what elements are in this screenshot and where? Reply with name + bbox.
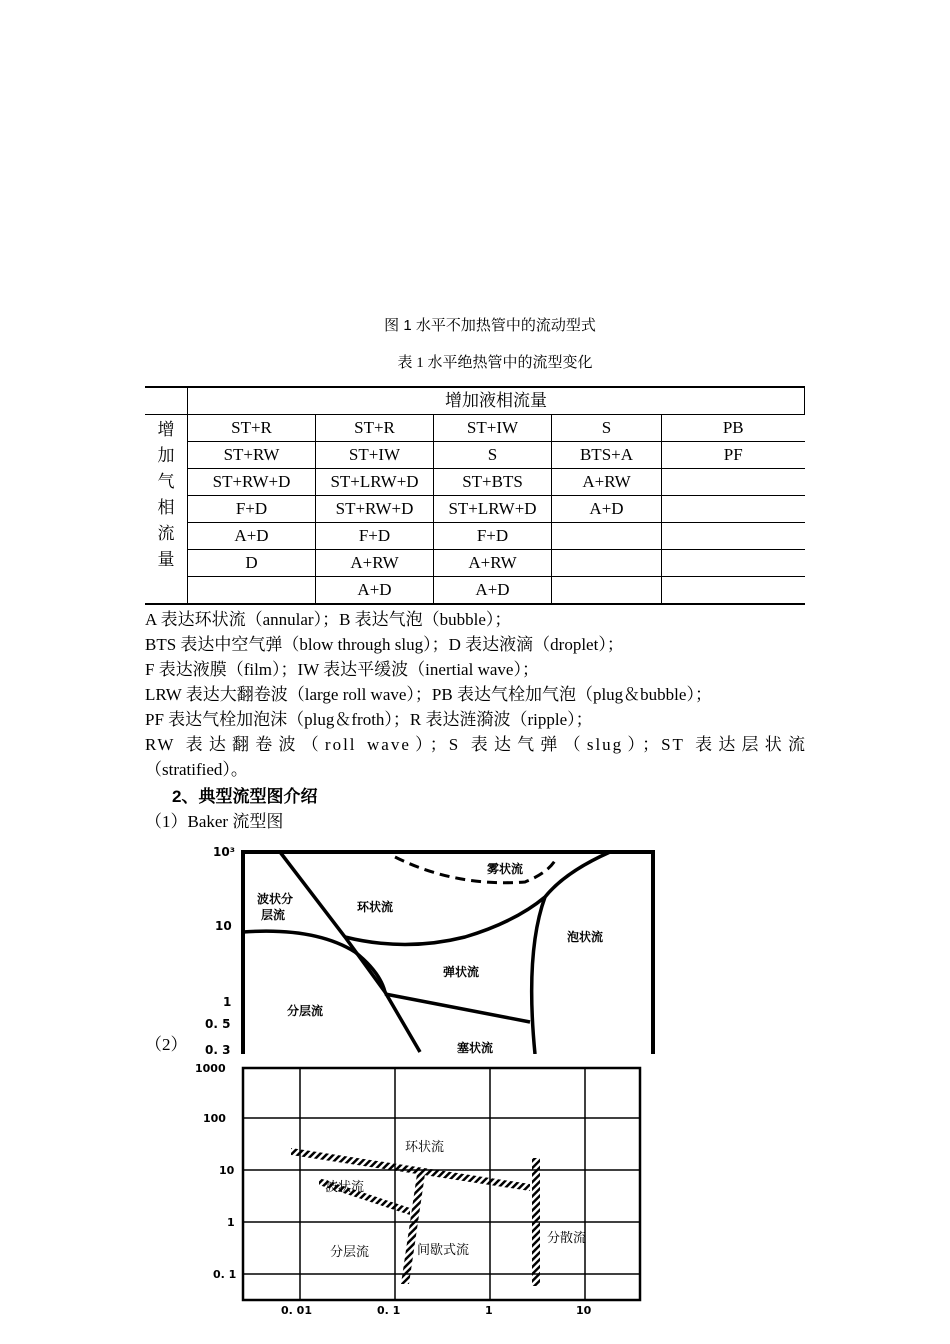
region-label: 间歇式流	[417, 1243, 470, 1258]
table-cell: A+D	[434, 577, 552, 605]
legend-line: PF 表达气栓加泡沫（plug＆froth）；R 表达涟漪波（ripple）；	[145, 710, 593, 729]
table-cell: ST+RW+D	[188, 469, 316, 496]
region-label: 分散流	[547, 1231, 587, 1246]
region-label: 环状流	[405, 1140, 445, 1155]
table-corner-cell	[145, 387, 188, 415]
table-cell: F+D	[316, 523, 434, 550]
y-tick-label: 1	[227, 1216, 235, 1229]
table-row	[145, 415, 805, 442]
region-label: 分层流	[330, 1245, 370, 1260]
x-tick-label: 1	[485, 1304, 493, 1317]
legend	[145, 607, 807, 782]
y-tick-label: 0. 1	[213, 1268, 237, 1281]
table-cell: A+RW	[434, 550, 552, 577]
x-tick-label: 0. 01	[281, 1304, 312, 1317]
y-tick-label: 0. 5	[205, 1017, 231, 1031]
table-cell: ST+IW	[434, 415, 552, 442]
table-row	[145, 442, 805, 469]
legend-line: RW 表达翻卷波（roll wave）；S 表达气弹（slug）；ST 表达层状流	[145, 735, 807, 754]
boundary-line	[532, 897, 545, 1054]
x-tick-label: 0. 1	[377, 1304, 401, 1317]
table-cell: A+D	[316, 577, 434, 605]
y-tick-label: 100	[203, 1112, 226, 1125]
legend-line: A 表达环状流（annular）；B 表达气泡（bubble）；	[145, 610, 512, 629]
table-cell	[552, 523, 662, 550]
region-label: 雾状流	[487, 862, 524, 876]
table-row	[145, 469, 805, 496]
table-cell	[662, 577, 805, 605]
subsection-2: （2）	[145, 1035, 188, 1054]
table-cell: A+D	[188, 523, 316, 550]
y-tick-label: 10	[219, 1164, 235, 1177]
table-cell	[552, 550, 662, 577]
flow-map-2	[195, 1058, 665, 1340]
table-cell: BTS+A	[552, 442, 662, 469]
table-row	[145, 550, 805, 577]
table-cell	[552, 577, 662, 605]
table-cell: ST+IW	[316, 442, 434, 469]
boundary-line	[280, 852, 420, 1052]
flow-pattern-table	[145, 386, 805, 605]
transition-band	[532, 1158, 540, 1286]
table-header-row	[145, 387, 805, 415]
table-cell: F+D	[188, 496, 316, 523]
region-label: 波状分	[257, 892, 294, 906]
y-tick-label: 1	[223, 995, 232, 1009]
table-cell: S	[552, 415, 662, 442]
region-label: 分层流	[287, 1004, 324, 1018]
table-cell: A+RW	[316, 550, 434, 577]
plot-frame	[243, 1068, 640, 1300]
table-cell: ST+BTS	[434, 469, 552, 496]
y-tick-label: 1000	[195, 1062, 226, 1075]
table-cell: ST+LRW+D	[316, 469, 434, 496]
figure-caption: 图 1 水平不加热管中的流动型式	[384, 317, 596, 334]
y-tick-label: 10	[215, 919, 232, 933]
table-cell: S	[434, 442, 552, 469]
y-tick-label: 10³	[213, 845, 235, 859]
subsection-baker: （1）Baker 流型图	[145, 812, 284, 831]
region-label: 层流	[261, 908, 286, 922]
table-caption: 表 1 水平绝热管中的流型变化	[397, 355, 593, 371]
table-cell: PB	[662, 415, 805, 442]
table-cell: ST+R	[188, 415, 316, 442]
boundary-line	[385, 994, 530, 1022]
region-label: 塞状流	[457, 1041, 494, 1054]
legend-line: BTS 表达中空气弹（blow through slug）；D 表达液滴（droplet）；	[145, 635, 624, 654]
transition-band	[401, 1174, 425, 1284]
legend-line: （stratified）。	[145, 760, 248, 779]
table-cell: ST+RW	[188, 442, 316, 469]
table-row	[145, 577, 805, 605]
x-tick-label: 10	[576, 1304, 592, 1317]
table-cell	[662, 523, 805, 550]
section-title: 2、典型流型图介绍	[172, 787, 318, 806]
table-cell	[662, 550, 805, 577]
table-cell: A+RW	[552, 469, 662, 496]
boundary-line-dashed	[395, 857, 557, 883]
table-row	[145, 496, 805, 523]
table-cell: A+D	[552, 496, 662, 523]
baker-flow-map	[205, 842, 655, 1054]
table-cell	[188, 577, 316, 605]
region-label: 泡状流	[567, 930, 604, 944]
legend-line: LRW 表达大翻卷波（large roll wave）；PB 表达气栓加气泡（plug＆bubble）；	[145, 685, 712, 704]
table-cell: PF	[662, 442, 805, 469]
y-tick-label: 0. 3	[205, 1043, 231, 1054]
table-cell: ST+RW+D	[316, 496, 434, 523]
table-cell: ST+R	[316, 415, 434, 442]
region-label: 环状流	[357, 900, 394, 914]
table-cell: D	[188, 550, 316, 577]
table-row	[145, 523, 805, 550]
table-cell: F+D	[434, 523, 552, 550]
table-cell	[662, 496, 805, 523]
row-header: 增 加 气 相 流 量	[145, 415, 188, 605]
col-header: 增加液相流量	[188, 387, 805, 415]
legend-line: F 表达液膜（film）；IW 表达平缓波（inertial wave）；	[145, 660, 539, 679]
table-cell: ST+LRW+D	[434, 496, 552, 523]
region-label: 弹状流	[443, 965, 480, 979]
table-cell	[662, 469, 805, 496]
region-label: 波状流	[325, 1180, 365, 1195]
